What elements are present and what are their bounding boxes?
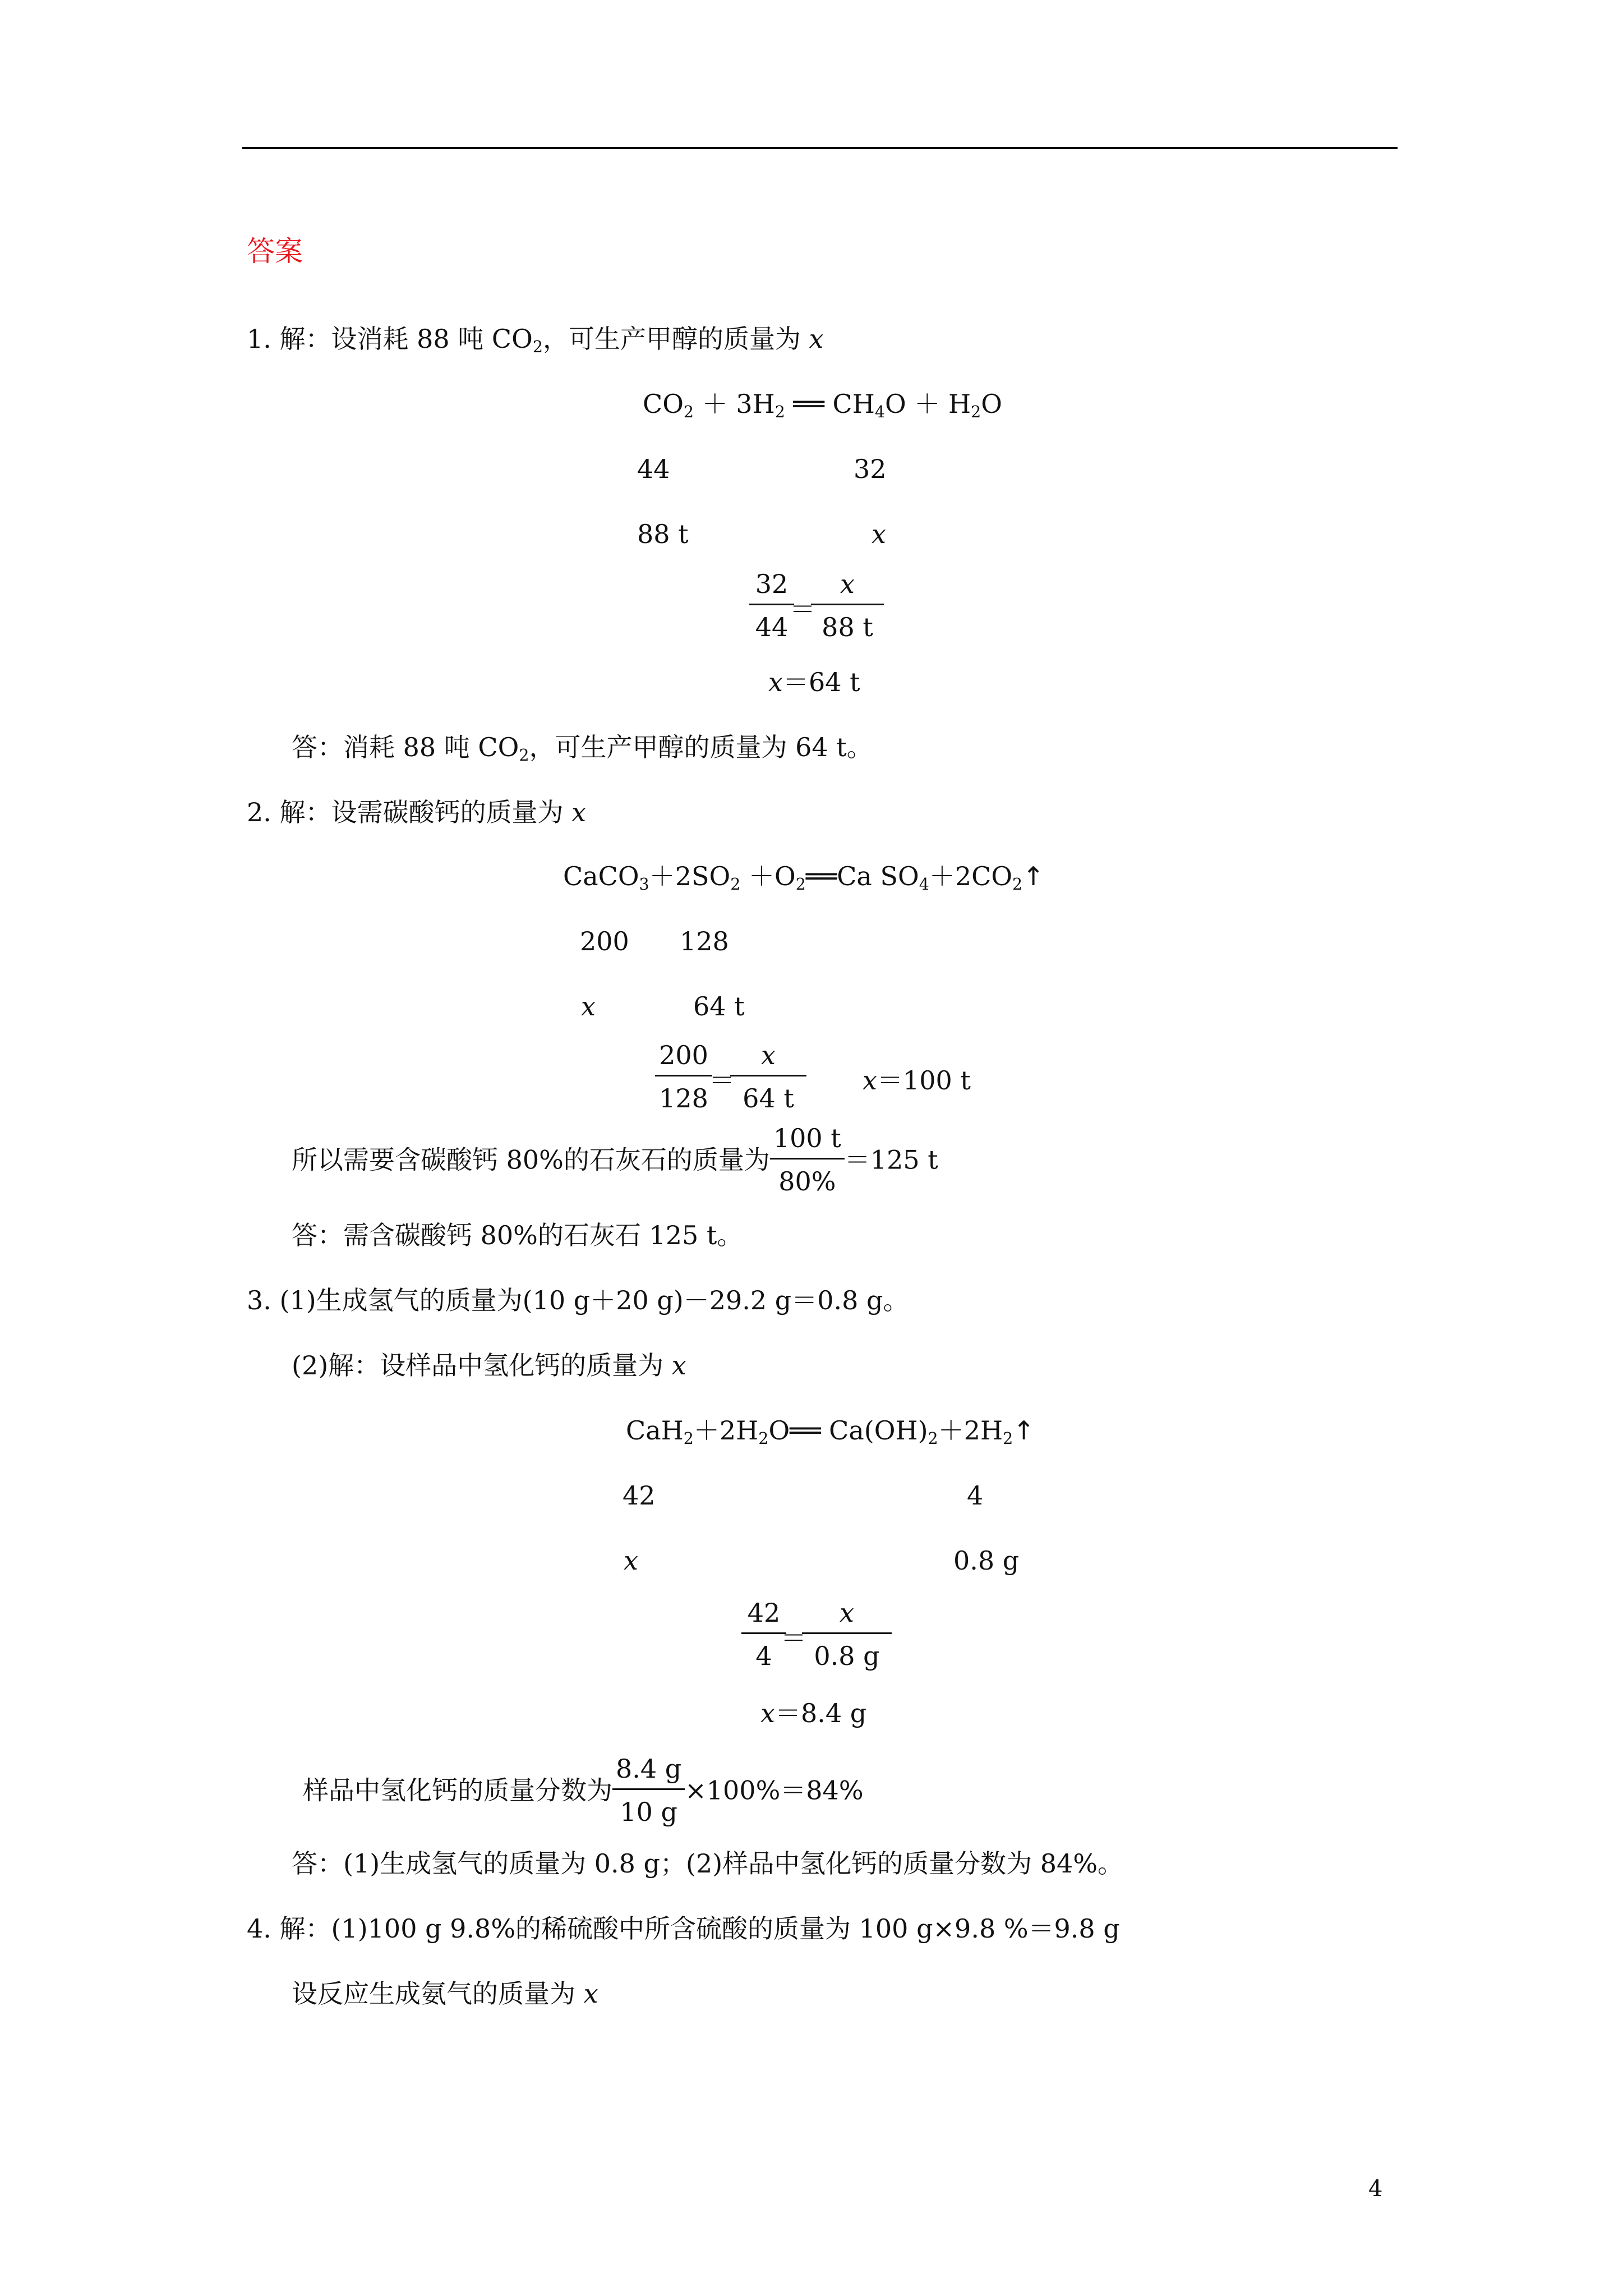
p1-result: x＝64 t	[768, 667, 860, 697]
p3-fraction-2: $\frac{x}{0.8 g}$	[802, 1596, 892, 1672]
answer-heading: 答案	[247, 235, 303, 268]
p3-equation: $CaH_2+2H_2O══$ $Ca(OH)_2+2H_2↑$	[626, 1415, 1035, 1448]
p3-equals: ＝	[781, 1623, 806, 1653]
p2-mass-2: 128	[680, 926, 729, 956]
p4-line2: 设反应生成氨气的质量为 x	[292, 1978, 598, 2009]
p1-fraction-1: $\frac{32}{44}$	[749, 568, 794, 643]
p2-result: x＝100 t	[863, 1065, 971, 1096]
page-number: 4	[1368, 2176, 1383, 2202]
p1-mass-2: 32	[854, 454, 887, 484]
p3-mass-1: 42	[623, 1480, 656, 1511]
p3-fraction-1: $\frac{42}{4}$	[741, 1596, 786, 1672]
p1-answer: 答：消耗 88 吨 $CO_2$，可生产甲醇的质量为 64 t。	[292, 732, 873, 765]
p1-equation: $CO_2 + 3H_2$ ══ $CH_4O + H_2O$	[643, 389, 1002, 421]
p3-given-2: 0.8 g	[953, 1545, 1020, 1576]
p2-fraction-1: $\frac{200}{128}$	[655, 1039, 712, 1115]
p3-answer: 答：(1)生成氢气的质量为 0.8 g；(2)样品中氢化钙的质量分数为 84%。	[292, 1848, 1124, 1879]
p1-intro: 1. 解：设消耗 88 吨 $CO_2$，可生产甲醇的质量为 x	[247, 324, 824, 356]
p2-limestone-line: 所以需要含碳酸钙 80%的石灰石的质量为 $\frac{100 t}{80\%}$ ＝125 t	[292, 1123, 938, 1197]
p2-fraction-2: $\frac{x}{64 t}$	[730, 1039, 806, 1115]
p3-given-1: x	[624, 1545, 638, 1576]
p2-mass-1: 200	[580, 926, 629, 956]
p2-equation: $CaCO_3+2SO_2$ $+O_2══Ca$ $SO_4+2CO_2↑$	[563, 861, 1044, 894]
p3-result: x＝8.4 g	[760, 1698, 867, 1728]
header-rule	[242, 147, 1398, 149]
p1-given-2: x	[872, 519, 886, 549]
p3-part2-intro: (2)解：设样品中氢化钙的质量为 x	[292, 1350, 686, 1381]
p1-equals: ＝	[790, 594, 815, 624]
p3-fraction-line: 样品中氢化钙的质量分数为 $\frac{8.4 g}{10 g}$ ×100%＝84%	[303, 1754, 864, 1827]
p1-mass-1: 44	[637, 454, 670, 484]
p1-fraction-2: $\frac{x}{88 t}$	[811, 568, 884, 643]
p2-intro: 2. 解：设需碳酸钙的质量为 x	[247, 797, 587, 827]
p4-line1: 4. 解：(1)100 g 9.8%的稀硫酸中所含硫酸的质量为 100 g×9.8 %＝9.8 g	[247, 1913, 1120, 1944]
p2-answer: 答：需含碳酸钙 80%的石灰石 125 t。	[292, 1220, 743, 1250]
p3-mass-2: 4	[967, 1480, 984, 1511]
p2-given-1: x	[581, 991, 596, 1022]
p2-given-2: 64 t	[693, 991, 745, 1022]
p1-given-1: 88 t	[637, 519, 689, 549]
p2-equals: ＝	[709, 1065, 735, 1096]
p2-limestone-fraction: $\frac{100 t}{80\%}$	[770, 1122, 845, 1198]
p3-part1: 3. (1)生成氢气的质量为(10 g＋20 g)－29.2 g＝0.8 g。	[247, 1285, 909, 1315]
p3-percent-fraction: $\frac{8.4 g}{10 g}$	[612, 1752, 685, 1828]
